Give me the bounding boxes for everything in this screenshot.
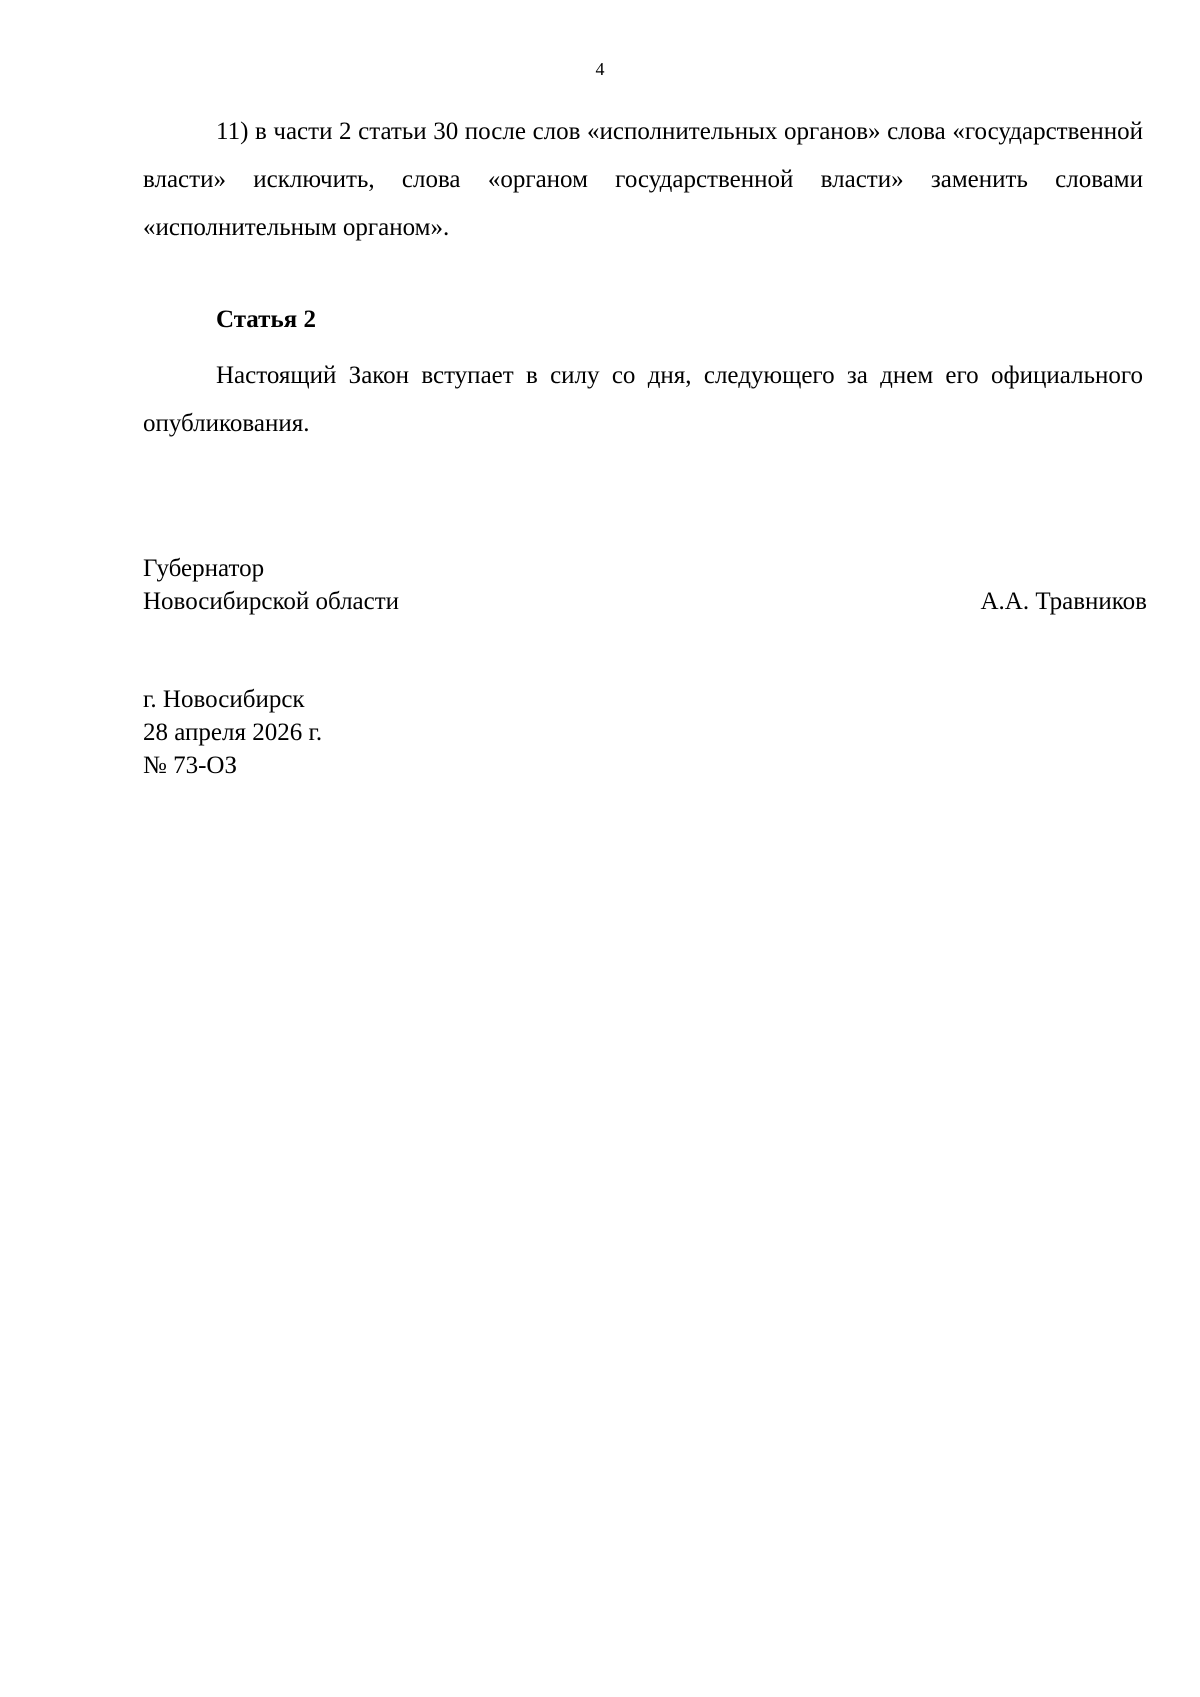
signer-title-line2: Новосибирской области <box>143 588 400 615</box>
signature-block <box>143 552 1147 618</box>
document-date: 28 апреля 2026 г. <box>143 719 323 746</box>
document-meta <box>143 683 322 782</box>
document-number: № 73-ОЗ <box>143 752 238 779</box>
document-city: г. Новосибирск <box>143 686 305 713</box>
signature-row <box>143 585 1147 618</box>
signer-name: А.А. Травников <box>980 588 1147 615</box>
amendment-item-11: 11) в части 2 статьи 30 после слов «исполнительных органов» слова «государственной власти» исключить, слова «органом государственной власти» заменить словами «исполнительным органом». <box>143 118 1143 241</box>
article-2-heading: Статья 2 <box>216 306 316 333</box>
page-number: 4 <box>595 59 605 79</box>
signer-title-line1: Губернатор <box>143 555 265 582</box>
article-2-text: Настоящий Закон вступает в силу со дня, следующего за днем его официального опубликования. <box>143 362 1143 437</box>
